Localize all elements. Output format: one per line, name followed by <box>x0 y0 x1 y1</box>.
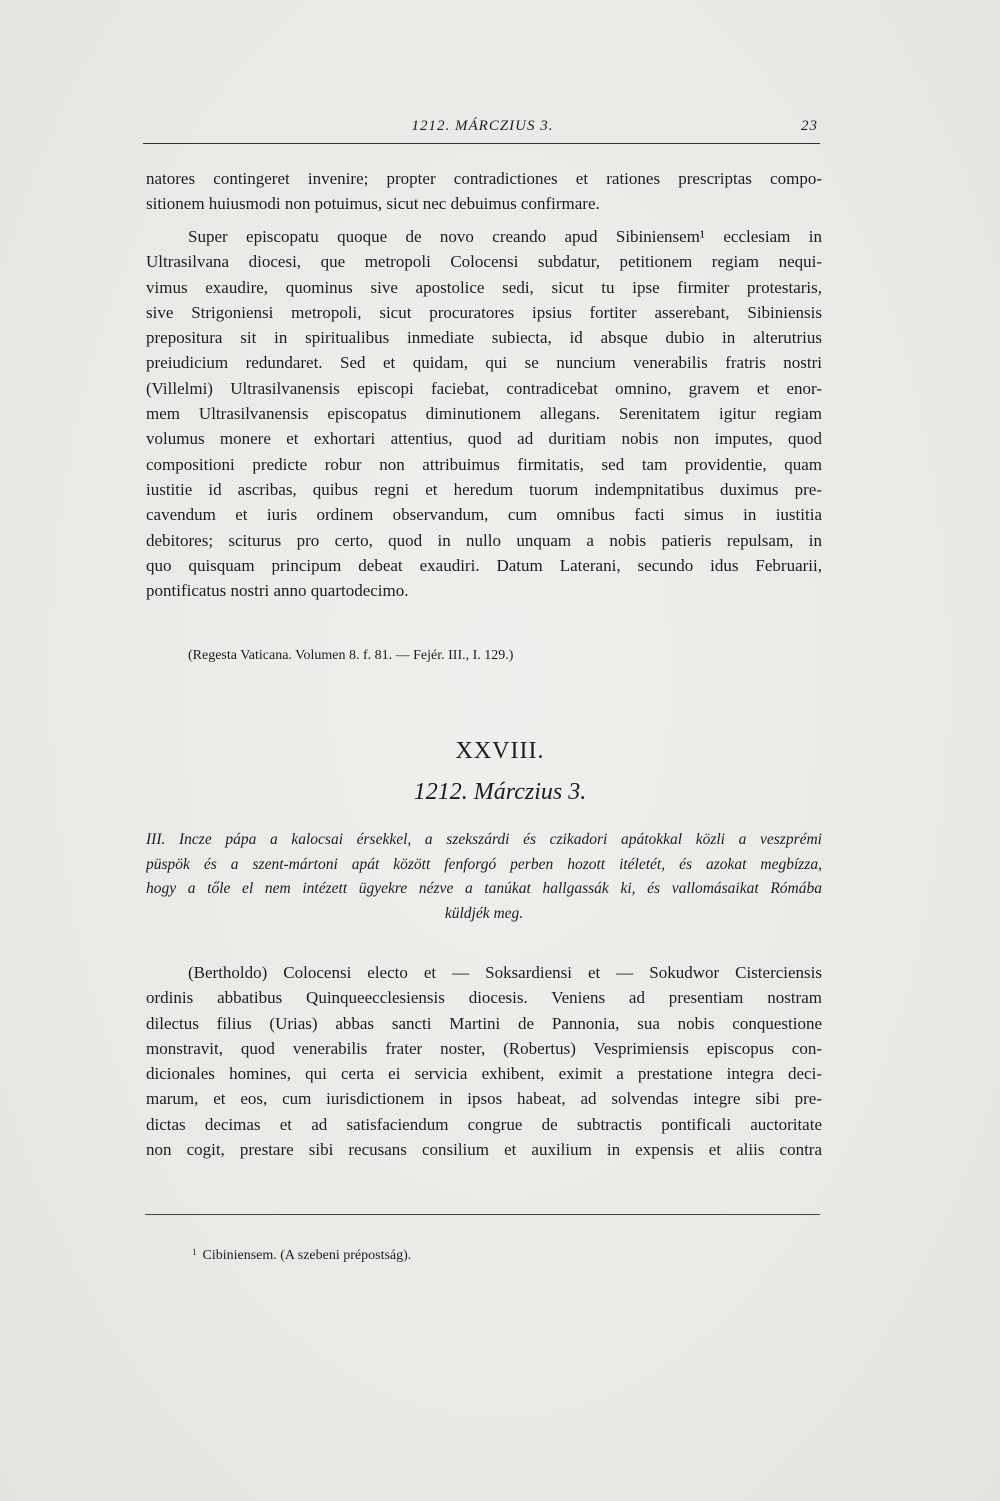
text-line: marum, et eos, cum iurisdictionem in ipsos habeat, ad solvendas integre sibi pre- <box>146 1089 822 1109</box>
text-line: debitores; sciturus pro certo, quod in nullo unquam a nobis patieris repulsam, in <box>146 530 822 550</box>
text-line: volumus monere et exhortari attentius, quod ad duritiam nobis non imputes, quod <box>146 429 822 449</box>
text-line: sive Strigoniensi metropoli, sicut procuratores ipsius fortiter asserebant, Sibiniensis <box>146 302 822 322</box>
text-line: preiudicium redundaret. Sed et quidam, qui se nuncium venerabilis fratris nostri <box>146 353 822 373</box>
text-line: cavendum et iuris ordinem observandum, cum omnibus facti simus in iustitia <box>146 505 822 525</box>
document-summary <box>146 828 822 926</box>
text-line: dictas decimas et ad satisfaciendum congrue de subtractis pontificali auctoritate <box>146 1114 822 1134</box>
text-line: Ultrasilvana diocesi, que metropoli Colocensi subdatur, petitionem regiam nequi- <box>146 252 822 272</box>
header-rule <box>143 143 820 144</box>
text-line: Super episcopatu quoque de novo creando apud Sibiniensem¹ ecclesiam in <box>188 227 822 246</box>
source-citation: (Regesta Vaticana. Volumen 8. f. 81. — Fejér. III., I. 129.) <box>188 648 514 663</box>
text-line: non cogit, prestare sibi recusans consilium et auxilium in expensis et aliis contra <box>146 1140 822 1160</box>
paragraph-continuation <box>146 166 822 217</box>
text-line: vimus exaudire, quominus sive apostolice sedi, sicut tu ipse firmiter protestaris, <box>146 277 822 297</box>
document-text <box>146 960 822 1162</box>
footnote-rule <box>145 1214 820 1215</box>
summary-line: III. Incze pápa a kalocsai érsekkel, a szekszárdi és czikadori apátokkal közli a veszprémi <box>146 831 822 848</box>
running-title: 1212. MÁRCZIUS 3. <box>411 118 554 134</box>
summary-line: püspök és a szent-mártoni apát között fenforgó perben hozott itéletét, és azokat megbízza, <box>146 855 822 873</box>
text-line: monstravit, quod venerabilis frater noster, (Robertus) Vesprimiensis episcopus con- <box>146 1038 822 1058</box>
page-header <box>145 118 820 142</box>
document-number: XXVIII. <box>455 738 545 764</box>
text-line: dilectus filius (Urias) abbas sancti Martini de Pannonia, sua nobis conquestione <box>146 1013 822 1033</box>
summary-line: hogy a tőle el nem intézett ügyekre nézve a tanúkat hallgassák ki, és vallomásaikat Rómába <box>146 880 822 897</box>
text-line: (Bertholdo) Colocensi electo et — Soksardiensi et — Sokudwor Cisterciensis <box>188 963 822 982</box>
text-line: dicionales homines, qui certa ei servicia exhibent, eximit a prestatione integra deci- <box>146 1064 822 1084</box>
text-line: natores contingeret invenire; propter contradictiones et rationes prescriptas compo- <box>146 169 822 188</box>
text-line: sitionem huiusmodi non potuimus, sicut nec debuimus confirmare. <box>146 194 600 214</box>
text-line: iustitie id ascribas, quibus regni et heredum tuorum indempnitatibus duximus pre- <box>146 479 822 499</box>
page-number: 23 <box>801 118 818 134</box>
footnote-text: Cibiniensem. (A szebeni prépostság). <box>202 1248 412 1263</box>
text-line: quo quisquam principum debeat exaudiri. Datum Laterani, secundo idus Februarii, <box>146 555 822 575</box>
paragraph-main <box>146 224 822 603</box>
text-line: compositioni predicte robur non attribuimus firmitatis, sed tam providentie, quam <box>146 454 822 474</box>
footnote-mark: 1 <box>192 1247 197 1257</box>
text-line: prepositura sit in spiritualibus inmediate subiecta, id absque dubio in alterutrius <box>146 328 822 348</box>
text-line: mem Ultrasilvanensis episcopatus diminutionem allegans. Serenitatem igitur regiam <box>146 404 822 424</box>
document-date: 1212. Márczius 3. <box>413 779 587 805</box>
text-line: (Villelmi) Ultrasilvanensis episcopi faciebat, contradicebat omnino, gravem et enor- <box>146 378 822 398</box>
text-line: pontificatus nostri anno quartodecimo. <box>146 581 409 601</box>
footnote <box>192 1242 411 1266</box>
summary-line: küldjék meg. <box>444 904 524 922</box>
text-line: ordinis abbatibus Quinqueecclesiensis diocesis. Veniens ad presentiam nostram <box>146 988 822 1008</box>
